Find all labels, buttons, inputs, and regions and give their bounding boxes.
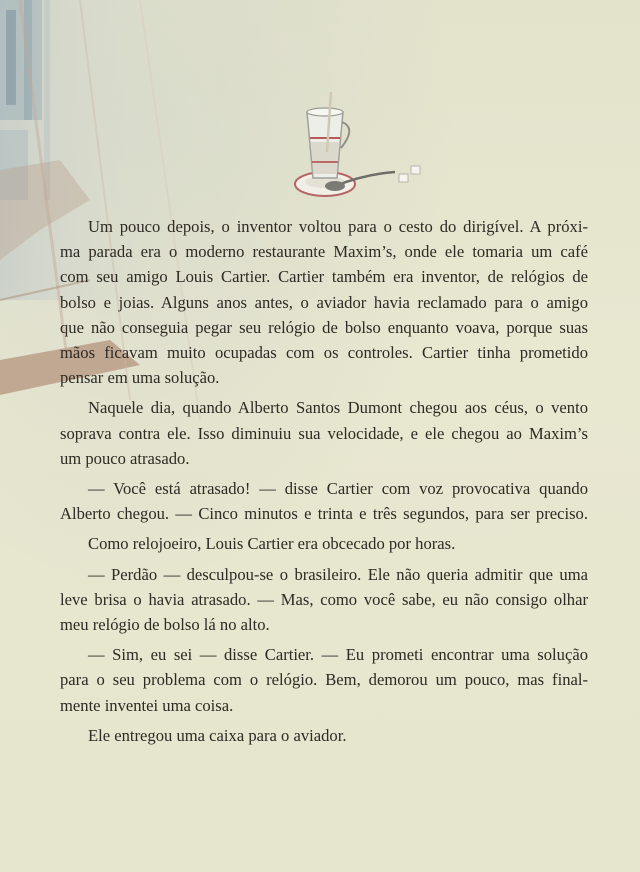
text-line: pensar em uma solução. [60, 368, 220, 388]
text-line: um pouco atrasado. [60, 448, 190, 468]
paragraph [88, 531, 588, 556]
text-line: que não conseguia pegar seu relógio de bolso enquanto voava, porque suas [60, 317, 588, 337]
text-line: Como relojoeiro, Louis Cartier era obcecado por horas. [88, 534, 456, 554]
story-text [60, 214, 588, 753]
text-line: Ele entregou uma caixa para o aviador. [88, 725, 347, 745]
text-line: Naquele dia, quando Alberto Santos Dumont chegou aos céus, o vento [88, 398, 588, 418]
text-line: meu relógio de bolso lá no alto. [60, 615, 270, 635]
coffee-cup-illustration [285, 92, 435, 212]
paragraph [88, 723, 588, 748]
text-line: leve brisa o havia atrasado. — Mas, como você sabe, eu não consigo olhar [60, 589, 588, 609]
paragraph [60, 642, 588, 718]
text-line: para o seu problema com o relógio. Bem, demorou um pouco, mas final- [60, 670, 588, 690]
text-line: ma parada era o moderno restaurante Maxim’s, onde ele tomaria um café [60, 242, 588, 262]
text-line: com seu amigo Louis Cartier. Cartier também era inventor, de relógios de [60, 267, 588, 287]
paragraph [60, 562, 588, 638]
paragraph [60, 395, 588, 471]
text-line: mente inventei uma coisa. [60, 695, 234, 715]
text-line: — Perdão — desculpou-se o brasileiro. Ele não queria admitir que uma [88, 564, 588, 584]
paragraph [60, 214, 588, 390]
text-line: bolso e joias. Alguns anos antes, o aviador havia reclamado para o amigo [60, 292, 588, 312]
paragraph [60, 476, 588, 526]
text-line: mãos ficavam muito ocupadas com os controles. Cartier tinha prometido [60, 343, 588, 363]
text-line: Alberto chegou. — Cinco minutos e trinta e três segundos, para ser preciso. [60, 504, 588, 524]
text-line: soprava contra ele. Isso diminuiu sua velocidade, e ele chegou ao Maxim’s [60, 423, 588, 443]
text-line: — Você está atrasado! — disse Cartier com voz provocativa quando [88, 479, 588, 499]
text-line: Um pouco depois, o inventor voltou para o cesto do dirigível. A próxi- [88, 217, 588, 236]
text-line: — Sim, eu sei — disse Cartier. — Eu prometi encontrar uma solução [88, 645, 588, 665]
